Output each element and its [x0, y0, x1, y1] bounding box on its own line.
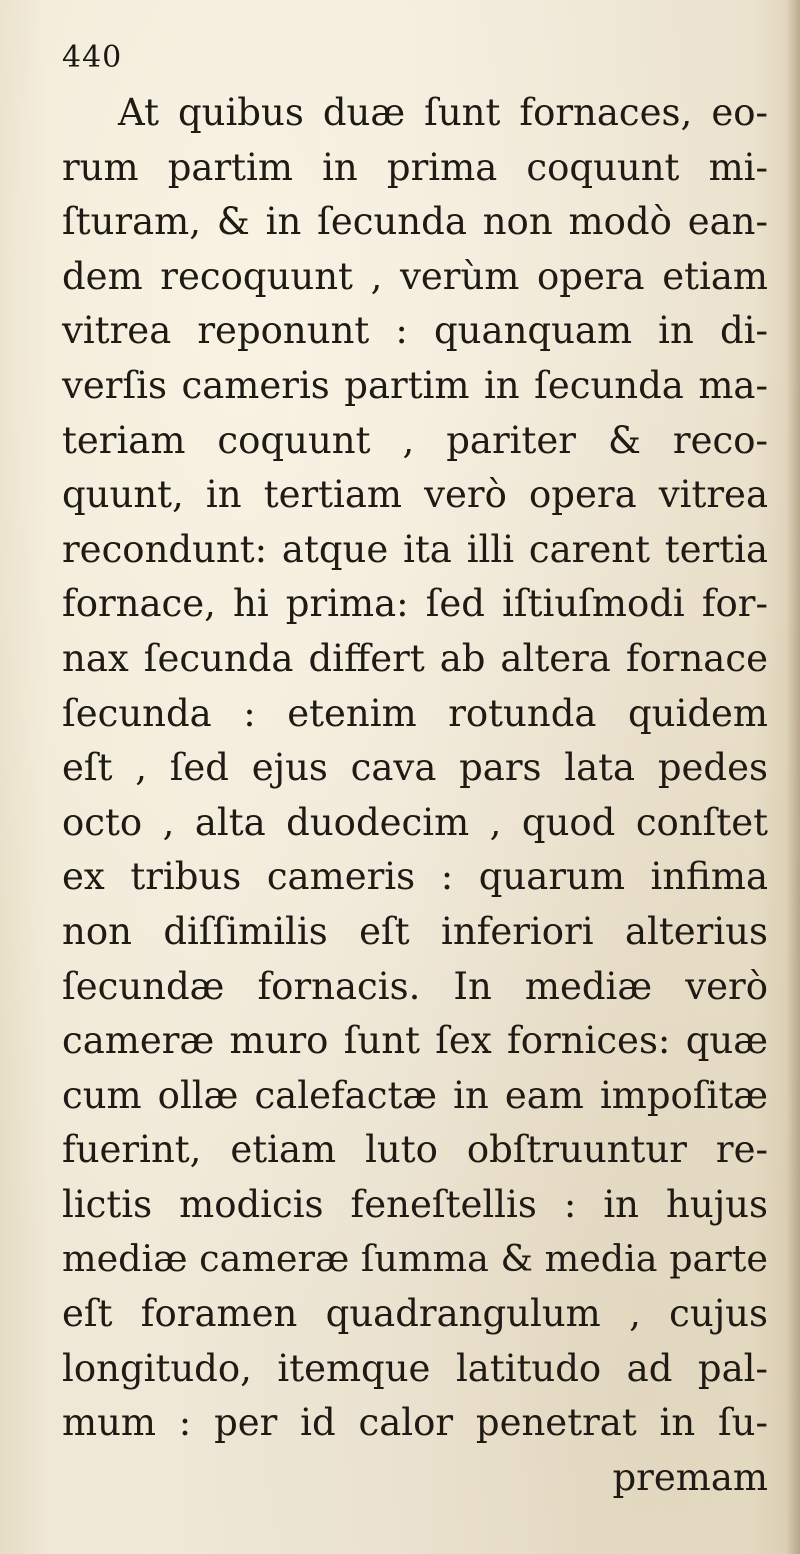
text-line: verſis cameris partim in ſecunda ma- — [62, 363, 768, 407]
text-line: rum partim in prima coquunt mi- — [62, 145, 768, 189]
text-line: vitrea reponunt : quanquam in di- — [62, 309, 768, 353]
body-text — [62, 86, 768, 1505]
text-line: ſturam, & in ſecunda non modò ean- — [62, 200, 768, 244]
text-line: non diſſimilis eſt inferiori alterius — [62, 909, 768, 953]
text-line: eſt foramen quadrangulum , cujus — [62, 1292, 768, 1336]
text-line: fornace, hi prima: ſed iſtiuſmodi for- — [62, 582, 768, 626]
text-line: cameræ muro ſunt ſex fornices: quæ — [62, 1019, 768, 1063]
text-line: fuerint, etiam luto obſtruuntur re- — [62, 1128, 768, 1172]
text-line: mediæ cameræ ſumma & media parte — [62, 1237, 768, 1281]
text-line: dem recoquunt , verùm opera etiam — [62, 254, 768, 298]
text-line: eſt , ſed ejus cava pars lata pedes — [62, 746, 768, 790]
catchword: premam — [612, 1455, 768, 1499]
text-line: ſecunda : etenim rotunda quidem — [62, 691, 768, 735]
text-line: ex tribus cameris : quarum infima — [62, 855, 768, 899]
text-line: longitudo, itemque latitudo ad pal- — [62, 1346, 768, 1390]
text-line: ſecundæ fornacis. In mediæ verò — [62, 964, 768, 1008]
page-fold-shadow — [786, 0, 800, 1554]
text-line: mum : per id calor penetrat in ſu- — [62, 1401, 768, 1445]
text-line: nax ſecunda differt ab altera fornace — [62, 636, 768, 680]
text-line: recondunt: atque ita illi carent tertia — [62, 527, 768, 571]
text-line: At quibus duæ ſunt fornaces, eo- — [118, 91, 768, 134]
text-line: octo , alta duodecim , quod conſtet — [62, 800, 768, 844]
text-line: quunt, in tertiam verò opera vitrea — [62, 473, 768, 517]
page-number: 440 — [62, 40, 123, 75]
text-line: cum ollæ calefactæ in eam impoſitæ — [62, 1073, 768, 1117]
text-line: teriam coquunt , pariter & reco- — [62, 418, 768, 462]
text-line: lictis modicis feneſtellis : in hujus — [62, 1182, 768, 1226]
